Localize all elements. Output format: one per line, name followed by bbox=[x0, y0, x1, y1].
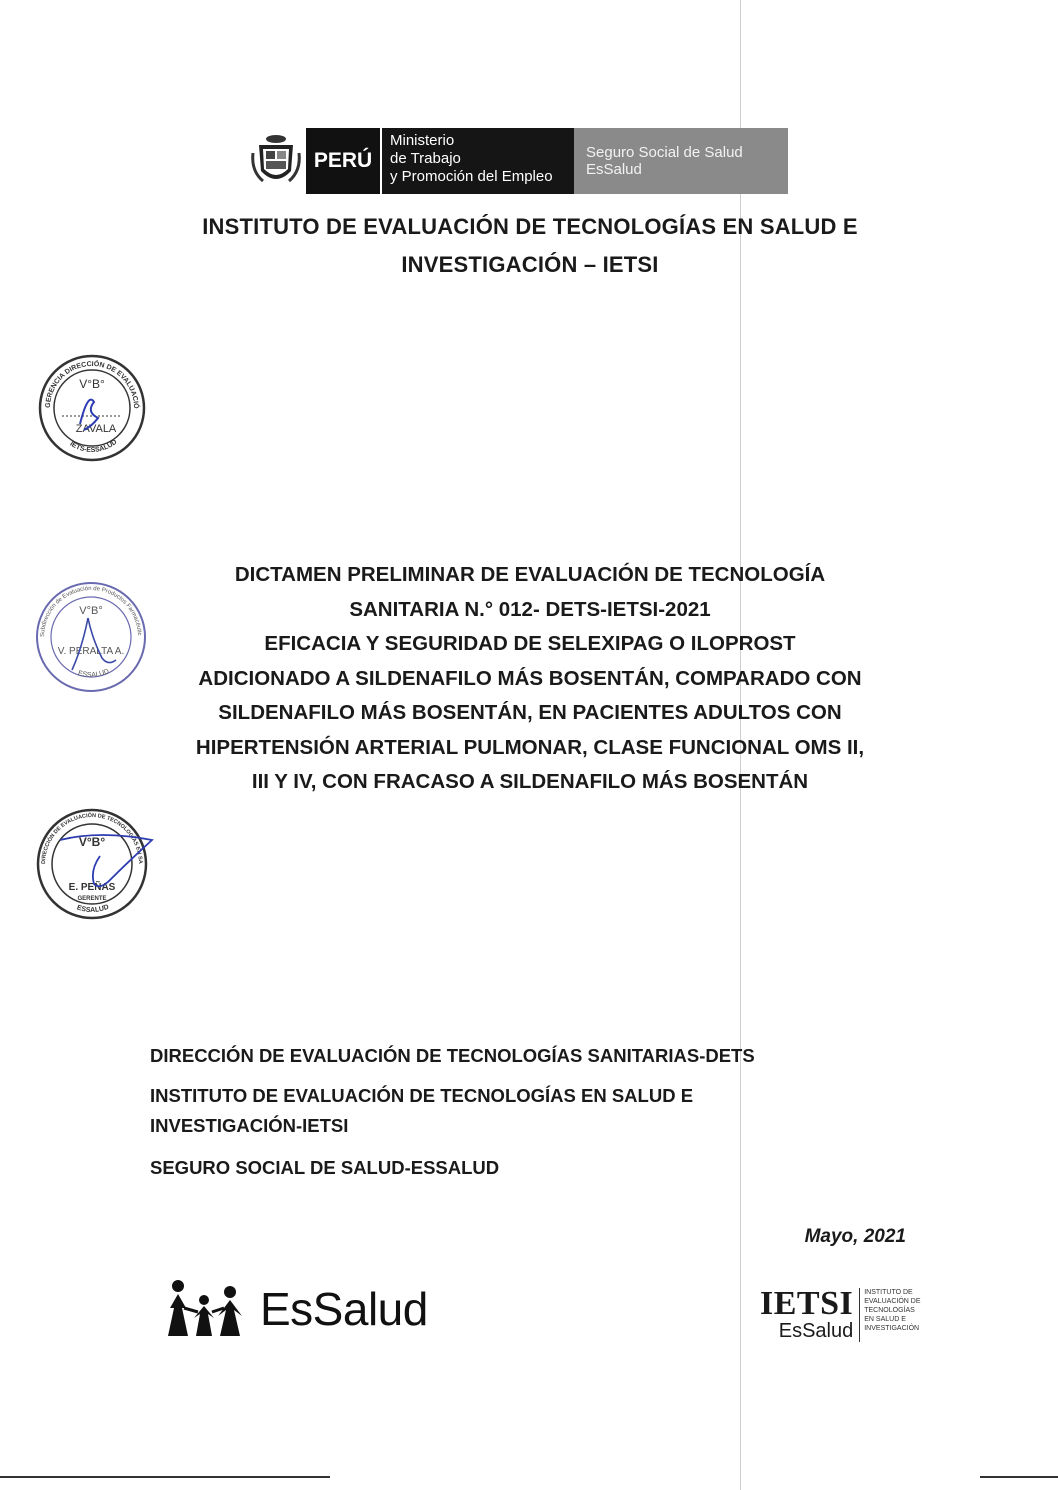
stamp-vb-text: V°B° bbox=[78, 835, 106, 849]
ietsi-logo-word: IETSI bbox=[760, 1285, 854, 1322]
stamp-ring-bottom-text: ESSALUD bbox=[77, 668, 111, 679]
ietsi-logo-description: INSTITUTO DE EVALUACIÓN DE TECNOLOGÍAS EN SALUD E INVESTIGACIÓN bbox=[864, 1289, 921, 1332]
ministry-line-2: de Trabajo bbox=[390, 150, 461, 167]
stamp-ring-bottom-text: IETS-ESSALUD bbox=[68, 438, 119, 455]
dictamen-line: ADICIONADO A SILDENAFILO MÁS BOSENTÁN, COMPARADO CON bbox=[198, 666, 862, 690]
dictamen-title bbox=[120, 558, 940, 800]
essalud-line-1: Seguro Social de Salud bbox=[586, 144, 743, 161]
dictamen-line: EFICACIA Y SEGURIDAD DE SELEXIPAG O ILOPROST bbox=[264, 632, 796, 655]
document-date: Mayo, 2021 bbox=[804, 1226, 906, 1247]
peru-coat-of-arms-icon bbox=[246, 128, 306, 194]
family-figures-icon bbox=[164, 1278, 254, 1340]
stamp-role-text: GERENTE bbox=[77, 896, 107, 902]
dictamen-line: HIPERTENSIÓN ARTERIAL PULMONAR, CLASE FUNCIONAL OMS II, bbox=[195, 735, 865, 759]
signature-icon bbox=[72, 618, 116, 670]
government-banner bbox=[246, 128, 788, 194]
dictamen-line: SANITARIA N.° 012- DETS-IETSI-2021 bbox=[349, 597, 711, 621]
stamp-ring-bottom-text: ESSALUD bbox=[75, 903, 110, 915]
svg-text:ESSALUD bbox=[76, 904, 110, 914]
directorate-line-3: INVESTIGACIÓN-IETSI bbox=[150, 1115, 349, 1136]
dictamen-line: SILDENAFILO MÁS BOSENTÁN, EN PACIENTES ADULTOS CON bbox=[218, 701, 842, 724]
peru-label: PERÚ bbox=[306, 128, 382, 194]
ministry-line-3: y Promoción del Empleo bbox=[390, 168, 553, 185]
ietsi-logo bbox=[760, 1285, 924, 1342]
approval-stamp-penas bbox=[30, 800, 158, 933]
stamp-name-text: E. PEÑAS bbox=[68, 882, 116, 893]
institute-title bbox=[100, 208, 960, 284]
ministry-line-1: Ministerio bbox=[390, 132, 455, 149]
stamp-vb-text: V°B° bbox=[79, 605, 103, 617]
essalud-logo-text: EsSalud bbox=[260, 1283, 428, 1335]
approval-stamp-zavala bbox=[36, 352, 148, 469]
essalud-logo bbox=[164, 1278, 428, 1340]
dictamen-line: III Y IV, CON FRACASO A SILDENAFILO MÁS BOSENTÁN bbox=[251, 770, 809, 793]
directorate-line-2: INSTITUTO DE EVALUACIÓN DE TECNOLOGÍAS EN SALUD E bbox=[150, 1085, 694, 1106]
ietsi-logo-main bbox=[760, 1285, 860, 1342]
institute-title-line-1: INSTITUTO DE EVALUACIÓN DE TECNOLOGÍAS EN SALUD E bbox=[202, 214, 858, 239]
stamp-vb-text: V°B° bbox=[79, 377, 105, 391]
directorate-line-1: DIRECCIÓN DE EVALUACIÓN DE TECNOLOGÍAS SANITARIAS-DETS bbox=[150, 1045, 755, 1066]
stamp-ring-top-text: DIRECCIÓN DE EVALUACIÓN DE TECNOLOGÍAS EN SA bbox=[40, 812, 144, 865]
essalud-line-2: EsSalud bbox=[586, 161, 642, 178]
institute-title-line-2: INVESTIGACIÓN – IETSI bbox=[401, 252, 659, 277]
stamp-name-text: ZAVALA bbox=[75, 423, 117, 435]
bottom-scan-rule bbox=[980, 1476, 1058, 1478]
ietsi-logo-sub: EsSalud bbox=[778, 1320, 854, 1342]
bottom-scan-rule bbox=[0, 1476, 330, 1478]
stamp-name-text: V. PERALTA A. bbox=[57, 646, 125, 657]
directorate-line-4: SEGURO SOCIAL DE SALUD-ESSALUD bbox=[150, 1157, 500, 1178]
dictamen-line: DICTAMEN PRELIMINAR DE EVALUACIÓN DE TECNOLOGÍA bbox=[234, 563, 826, 586]
essalud-banner-label bbox=[574, 128, 788, 194]
stamp-ring-top-text: GERENCIA DIRECCIÓN DE EVALUACIÓ bbox=[44, 360, 140, 409]
svg-text:ESSALUD bbox=[77, 668, 110, 679]
stamp-ring-top-text: Subdirección de Evaluación de Productos Farmacéutic bbox=[39, 585, 142, 638]
ministry-label bbox=[382, 128, 574, 194]
